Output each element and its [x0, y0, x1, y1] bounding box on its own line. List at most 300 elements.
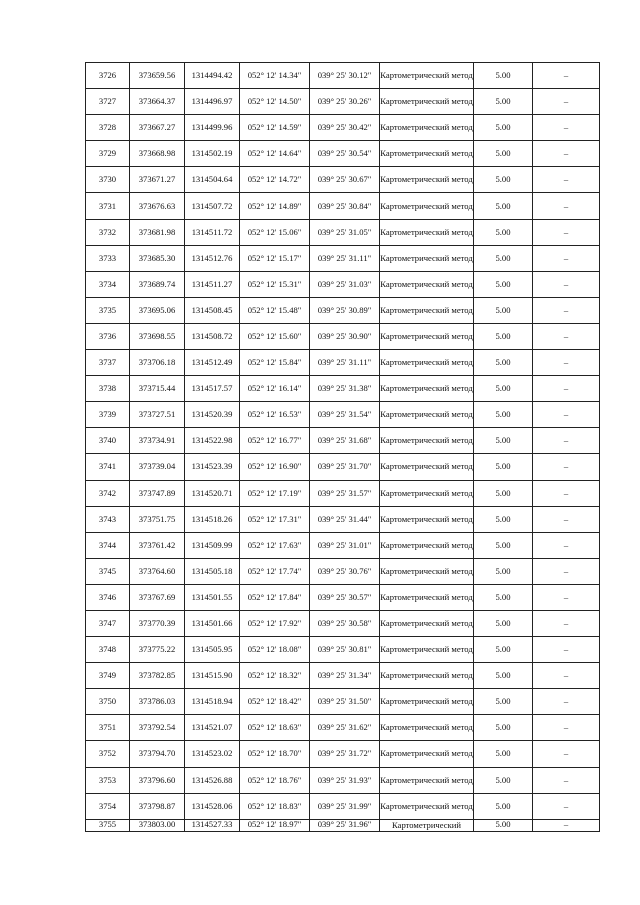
table-row [86, 715, 600, 741]
x-coordinate-cell: 373706.18 [130, 350, 185, 376]
accuracy-cell: 5.00 [474, 532, 533, 558]
note-cell: – [533, 323, 600, 349]
table-row [86, 297, 600, 323]
accuracy-cell: 5.00 [474, 689, 533, 715]
method-text: Картометрический метод [380, 618, 473, 629]
x-coordinate-cell: 373803.00 [130, 819, 185, 831]
point-number-cell: 3726 [86, 63, 130, 89]
x-coordinate-cell: 373659.56 [130, 63, 185, 89]
y-coordinate-cell: 1314522.98 [185, 428, 240, 454]
method-cell [380, 715, 474, 741]
accuracy-cell: 5.00 [474, 297, 533, 323]
point-number-cell: 3740 [86, 428, 130, 454]
latitude-cell: 052° 12' 18.63" [240, 715, 310, 741]
table-row [86, 402, 600, 428]
latitude-cell: 052° 12' 15.48" [240, 297, 310, 323]
table-row [86, 741, 600, 767]
x-coordinate-cell: 373786.03 [130, 689, 185, 715]
method-cell [380, 271, 474, 297]
longitude-cell: 039° 25' 31.70" [310, 454, 380, 480]
method-text: Картометрический метод [380, 174, 473, 185]
accuracy-cell: 5.00 [474, 715, 533, 741]
accuracy-cell: 5.00 [474, 376, 533, 402]
method-text: Картометрический метод [380, 539, 473, 550]
latitude-cell: 052° 12' 18.32" [240, 663, 310, 689]
point-number-cell: 3749 [86, 663, 130, 689]
longitude-cell: 039° 25' 31.50" [310, 689, 380, 715]
latitude-cell: 052° 12' 14.34" [240, 63, 310, 89]
x-coordinate-cell: 373798.87 [130, 793, 185, 819]
x-coordinate-cell: 373767.69 [130, 584, 185, 610]
note-cell: – [533, 141, 600, 167]
method-cell [380, 297, 474, 323]
latitude-cell: 052° 12' 17.19" [240, 480, 310, 506]
longitude-cell: 039° 25' 30.76" [310, 558, 380, 584]
table-row [86, 167, 600, 193]
latitude-cell: 052° 12' 14.72" [240, 167, 310, 193]
method-text: Картометрический метод [380, 252, 473, 263]
y-coordinate-cell: 1314508.72 [185, 323, 240, 349]
table-row [86, 89, 600, 115]
table-row [86, 323, 600, 349]
latitude-cell: 052° 12' 14.59" [240, 115, 310, 141]
method-text: Картометрический метод [380, 122, 473, 133]
note-cell: – [533, 819, 600, 831]
point-number-cell: 3747 [86, 610, 130, 636]
longitude-cell: 039° 25' 31.57" [310, 480, 380, 506]
table-row [86, 480, 600, 506]
point-number-cell: 3731 [86, 193, 130, 219]
accuracy-cell: 5.00 [474, 793, 533, 819]
x-coordinate-cell: 373668.98 [130, 141, 185, 167]
note-cell: – [533, 271, 600, 297]
method-text: Картометрический метод [380, 96, 473, 107]
method-text: Картометрический метод [380, 513, 473, 524]
table-row [86, 532, 600, 558]
table-row [86, 454, 600, 480]
note-cell: – [533, 245, 600, 271]
latitude-cell: 052° 12' 17.84" [240, 584, 310, 610]
longitude-cell: 039° 25' 31.96" [310, 819, 380, 831]
note-cell: – [533, 741, 600, 767]
note-cell: – [533, 454, 600, 480]
method-text: Картометрический метод [380, 226, 473, 237]
point-number-cell: 3754 [86, 793, 130, 819]
note-cell: – [533, 532, 600, 558]
longitude-cell: 039° 25' 30.89" [310, 297, 380, 323]
y-coordinate-cell: 1314504.64 [185, 167, 240, 193]
x-coordinate-cell: 373794.70 [130, 741, 185, 767]
latitude-cell: 052° 12' 17.92" [240, 610, 310, 636]
table-row [86, 376, 600, 402]
method-cell [380, 506, 474, 532]
point-number-cell: 3730 [86, 167, 130, 193]
longitude-cell: 039° 25' 30.67" [310, 167, 380, 193]
method-cell [380, 480, 474, 506]
accuracy-cell: 5.00 [474, 454, 533, 480]
x-coordinate-cell: 373689.74 [130, 271, 185, 297]
point-number-cell: 3737 [86, 350, 130, 376]
method-text: Картометрический метод [380, 696, 473, 707]
y-coordinate-cell: 1314518.94 [185, 689, 240, 715]
y-coordinate-cell: 1314499.96 [185, 115, 240, 141]
longitude-cell: 039° 25' 31.34" [310, 663, 380, 689]
coordinates-table-body [86, 63, 600, 832]
x-coordinate-cell: 373761.42 [130, 532, 185, 558]
method-text: Картометрический метод [380, 435, 473, 446]
point-number-cell: 3727 [86, 89, 130, 115]
x-coordinate-cell: 373664.37 [130, 89, 185, 115]
x-coordinate-cell: 373782.85 [130, 663, 185, 689]
accuracy-cell: 5.00 [474, 558, 533, 584]
method-cell [380, 115, 474, 141]
note-cell: – [533, 115, 600, 141]
method-cell [380, 689, 474, 715]
point-number-cell: 3741 [86, 454, 130, 480]
y-coordinate-cell: 1314501.66 [185, 610, 240, 636]
longitude-cell: 039° 25' 31.11" [310, 350, 380, 376]
method-text: Картометрический метод [380, 461, 473, 472]
method-cell [380, 193, 474, 219]
note-cell: – [533, 297, 600, 323]
longitude-cell: 039° 25' 31.54" [310, 402, 380, 428]
point-number-cell: 3729 [86, 141, 130, 167]
accuracy-cell: 5.00 [474, 167, 533, 193]
y-coordinate-cell: 1314528.06 [185, 793, 240, 819]
latitude-cell: 052° 12' 17.74" [240, 558, 310, 584]
point-number-cell: 3733 [86, 245, 130, 271]
latitude-cell: 052° 12' 15.06" [240, 219, 310, 245]
note-cell: – [533, 350, 600, 376]
accuracy-cell: 5.00 [474, 63, 533, 89]
y-coordinate-cell: 1314512.76 [185, 245, 240, 271]
method-cell [380, 663, 474, 689]
method-text: Картометрический метод [380, 357, 473, 368]
accuracy-cell: 5.00 [474, 193, 533, 219]
y-coordinate-cell: 1314521.07 [185, 715, 240, 741]
latitude-cell: 052° 12' 18.08" [240, 637, 310, 663]
note-cell: – [533, 793, 600, 819]
note-cell: – [533, 402, 600, 428]
point-number-cell: 3742 [86, 480, 130, 506]
accuracy-cell: 5.00 [474, 323, 533, 349]
y-coordinate-cell: 1314511.27 [185, 271, 240, 297]
x-coordinate-cell: 373715.44 [130, 376, 185, 402]
latitude-cell: 052° 12' 18.42" [240, 689, 310, 715]
note-cell: – [533, 193, 600, 219]
longitude-cell: 039° 25' 30.57" [310, 584, 380, 610]
note-cell: – [533, 63, 600, 89]
method-text: Картометрический метод [380, 70, 473, 81]
point-number-cell: 3738 [86, 376, 130, 402]
method-cell [380, 350, 474, 376]
y-coordinate-cell: 1314494.42 [185, 63, 240, 89]
latitude-cell: 052° 12' 18.97" [240, 819, 310, 831]
note-cell: – [533, 376, 600, 402]
longitude-cell: 039° 25' 31.38" [310, 376, 380, 402]
method-text: Картометрический метод [380, 200, 473, 211]
longitude-cell: 039° 25' 31.68" [310, 428, 380, 454]
method-cell [380, 819, 474, 831]
latitude-cell: 052° 12' 16.53" [240, 402, 310, 428]
table-row [86, 610, 600, 636]
table-row [86, 219, 600, 245]
y-coordinate-cell: 1314523.02 [185, 741, 240, 767]
y-coordinate-cell: 1314508.45 [185, 297, 240, 323]
latitude-cell: 052° 12' 15.17" [240, 245, 310, 271]
point-number-cell: 3739 [86, 402, 130, 428]
method-cell [380, 89, 474, 115]
y-coordinate-cell: 1314523.39 [185, 454, 240, 480]
latitude-cell: 052° 12' 15.84" [240, 350, 310, 376]
note-cell: – [533, 167, 600, 193]
point-number-cell: 3736 [86, 323, 130, 349]
method-cell [380, 767, 474, 793]
longitude-cell: 039° 25' 30.58" [310, 610, 380, 636]
note-cell: – [533, 219, 600, 245]
note-cell: – [533, 428, 600, 454]
note-cell: – [533, 506, 600, 532]
y-coordinate-cell: 1314511.72 [185, 219, 240, 245]
method-text: Картометрический метод [380, 591, 473, 602]
latitude-cell: 052° 12' 18.83" [240, 793, 310, 819]
longitude-cell: 039° 25' 30.90" [310, 323, 380, 349]
accuracy-cell: 5.00 [474, 219, 533, 245]
method-cell [380, 741, 474, 767]
x-coordinate-cell: 373764.60 [130, 558, 185, 584]
accuracy-cell: 5.00 [474, 402, 533, 428]
x-coordinate-cell: 373770.39 [130, 610, 185, 636]
accuracy-cell: 5.00 [474, 610, 533, 636]
x-coordinate-cell: 373747.89 [130, 480, 185, 506]
latitude-cell: 052° 12' 16.14" [240, 376, 310, 402]
method-cell [380, 167, 474, 193]
method-cell [380, 584, 474, 610]
point-number-cell: 3734 [86, 271, 130, 297]
accuracy-cell: 5.00 [474, 115, 533, 141]
note-cell: – [533, 767, 600, 793]
coordinates-table [85, 62, 600, 832]
method-text: Картометрический метод [380, 774, 473, 785]
point-number-cell: 3732 [86, 219, 130, 245]
longitude-cell: 039° 25' 31.05" [310, 219, 380, 245]
accuracy-cell: 5.00 [474, 245, 533, 271]
x-coordinate-cell: 373685.30 [130, 245, 185, 271]
accuracy-cell: 5.00 [474, 819, 533, 831]
method-text: Картометрический метод [380, 565, 473, 576]
y-coordinate-cell: 1314509.99 [185, 532, 240, 558]
longitude-cell: 039° 25' 30.54" [310, 141, 380, 167]
longitude-cell: 039° 25' 31.62" [310, 715, 380, 741]
accuracy-cell: 5.00 [474, 506, 533, 532]
table-row [86, 663, 600, 689]
latitude-cell: 052° 12' 14.89" [240, 193, 310, 219]
table-row [86, 689, 600, 715]
table-row [86, 506, 600, 532]
point-number-cell: 3743 [86, 506, 130, 532]
note-cell: – [533, 480, 600, 506]
y-coordinate-cell: 1314515.90 [185, 663, 240, 689]
table-row [86, 558, 600, 584]
method-cell [380, 637, 474, 663]
latitude-cell: 052° 12' 16.77" [240, 428, 310, 454]
table-row [86, 819, 600, 831]
latitude-cell: 052° 12' 17.63" [240, 532, 310, 558]
longitude-cell: 039° 25' 31.99" [310, 793, 380, 819]
method-text: Картометрический метод [380, 722, 473, 733]
y-coordinate-cell: 1314501.55 [185, 584, 240, 610]
table-row [86, 271, 600, 297]
y-coordinate-cell: 1314520.71 [185, 480, 240, 506]
longitude-cell: 039° 25' 30.26" [310, 89, 380, 115]
longitude-cell: 039° 25' 31.44" [310, 506, 380, 532]
accuracy-cell: 5.00 [474, 741, 533, 767]
method-cell [380, 610, 474, 636]
table-row [86, 350, 600, 376]
y-coordinate-cell: 1314526.88 [185, 767, 240, 793]
y-coordinate-cell: 1314505.18 [185, 558, 240, 584]
x-coordinate-cell: 373796.60 [130, 767, 185, 793]
point-number-cell: 3755 [86, 819, 130, 831]
x-coordinate-cell: 373739.04 [130, 454, 185, 480]
longitude-cell: 039° 25' 30.12" [310, 63, 380, 89]
y-coordinate-cell: 1314520.39 [185, 402, 240, 428]
method-text: Картометрический метод [380, 748, 473, 759]
method-cell [380, 63, 474, 89]
table-row [86, 637, 600, 663]
method-cell [380, 245, 474, 271]
longitude-cell: 039° 25' 30.42" [310, 115, 380, 141]
y-coordinate-cell: 1314502.19 [185, 141, 240, 167]
x-coordinate-cell: 373695.06 [130, 297, 185, 323]
note-cell: – [533, 715, 600, 741]
note-cell: – [533, 558, 600, 584]
accuracy-cell: 5.00 [474, 350, 533, 376]
method-cell [380, 558, 474, 584]
latitude-cell: 052° 12' 14.50" [240, 89, 310, 115]
x-coordinate-cell: 373676.63 [130, 193, 185, 219]
note-cell: – [533, 663, 600, 689]
table-row [86, 428, 600, 454]
accuracy-cell: 5.00 [474, 141, 533, 167]
point-number-cell: 3753 [86, 767, 130, 793]
table-row [86, 63, 600, 89]
method-text: Картометрический метод [380, 800, 473, 811]
x-coordinate-cell: 373727.51 [130, 402, 185, 428]
x-coordinate-cell: 373667.27 [130, 115, 185, 141]
point-number-cell: 3735 [86, 297, 130, 323]
x-coordinate-cell: 373681.98 [130, 219, 185, 245]
x-coordinate-cell: 373698.55 [130, 323, 185, 349]
point-number-cell: 3748 [86, 637, 130, 663]
latitude-cell: 052° 12' 15.60" [240, 323, 310, 349]
x-coordinate-cell: 373671.27 [130, 167, 185, 193]
table-row [86, 141, 600, 167]
method-text: Картометрический метод [380, 487, 473, 498]
accuracy-cell: 5.00 [474, 480, 533, 506]
table-row [86, 584, 600, 610]
point-number-cell: 3752 [86, 741, 130, 767]
method-cell [380, 428, 474, 454]
latitude-cell: 052° 12' 17.31" [240, 506, 310, 532]
table-row [86, 793, 600, 819]
x-coordinate-cell: 373775.22 [130, 637, 185, 663]
method-cell [380, 532, 474, 558]
point-number-cell: 3728 [86, 115, 130, 141]
y-coordinate-cell: 1314518.26 [185, 506, 240, 532]
point-number-cell: 3746 [86, 584, 130, 610]
latitude-cell: 052° 12' 14.64" [240, 141, 310, 167]
note-cell: – [533, 610, 600, 636]
method-cell [380, 141, 474, 167]
longitude-cell: 039° 25' 31.01" [310, 532, 380, 558]
latitude-cell: 052° 12' 18.70" [240, 741, 310, 767]
y-coordinate-cell: 1314505.95 [185, 637, 240, 663]
point-number-cell: 3745 [86, 558, 130, 584]
latitude-cell: 052° 12' 16.90" [240, 454, 310, 480]
note-cell: – [533, 584, 600, 610]
note-cell: – [533, 637, 600, 663]
accuracy-cell: 5.00 [474, 767, 533, 793]
y-coordinate-cell: 1314496.97 [185, 89, 240, 115]
method-text: Картометрический метод [380, 278, 473, 289]
table-row [86, 193, 600, 219]
table-row [86, 115, 600, 141]
accuracy-cell: 5.00 [474, 271, 533, 297]
longitude-cell: 039° 25' 30.84" [310, 193, 380, 219]
longitude-cell: 039° 25' 31.03" [310, 271, 380, 297]
latitude-cell: 052° 12' 15.31" [240, 271, 310, 297]
note-cell: – [533, 89, 600, 115]
method-cell [380, 454, 474, 480]
method-cell [380, 219, 474, 245]
x-coordinate-cell: 373751.75 [130, 506, 185, 532]
x-coordinate-cell: 373734.91 [130, 428, 185, 454]
method-text: Картометрический метод [380, 409, 473, 420]
longitude-cell: 039° 25' 31.72" [310, 741, 380, 767]
y-coordinate-cell: 1314507.72 [185, 193, 240, 219]
method-text: Картометрический метод [380, 330, 473, 341]
table-row [86, 767, 600, 793]
method-cell [380, 793, 474, 819]
method-text: Картометрический метод [380, 644, 473, 655]
method-text: Картометрический метод [380, 383, 473, 394]
table-row [86, 245, 600, 271]
method-text: Картометрический [392, 819, 461, 830]
accuracy-cell: 5.00 [474, 428, 533, 454]
accuracy-cell: 5.00 [474, 584, 533, 610]
x-coordinate-cell: 373792.54 [130, 715, 185, 741]
method-cell [380, 376, 474, 402]
y-coordinate-cell: 1314512.49 [185, 350, 240, 376]
method-text: Картометрический метод [380, 670, 473, 681]
longitude-cell: 039° 25' 31.93" [310, 767, 380, 793]
y-coordinate-cell: 1314527.33 [185, 819, 240, 831]
method-text: Картометрический метод [380, 148, 473, 159]
method-cell [380, 402, 474, 428]
y-coordinate-cell: 1314517.57 [185, 376, 240, 402]
accuracy-cell: 5.00 [474, 89, 533, 115]
point-number-cell: 3744 [86, 532, 130, 558]
accuracy-cell: 5.00 [474, 637, 533, 663]
method-text: Картометрический метод [380, 304, 473, 315]
method-cell [380, 323, 474, 349]
latitude-cell: 052° 12' 18.76" [240, 767, 310, 793]
point-number-cell: 3751 [86, 715, 130, 741]
longitude-cell: 039° 25' 31.11" [310, 245, 380, 271]
accuracy-cell: 5.00 [474, 663, 533, 689]
longitude-cell: 039° 25' 30.81" [310, 637, 380, 663]
